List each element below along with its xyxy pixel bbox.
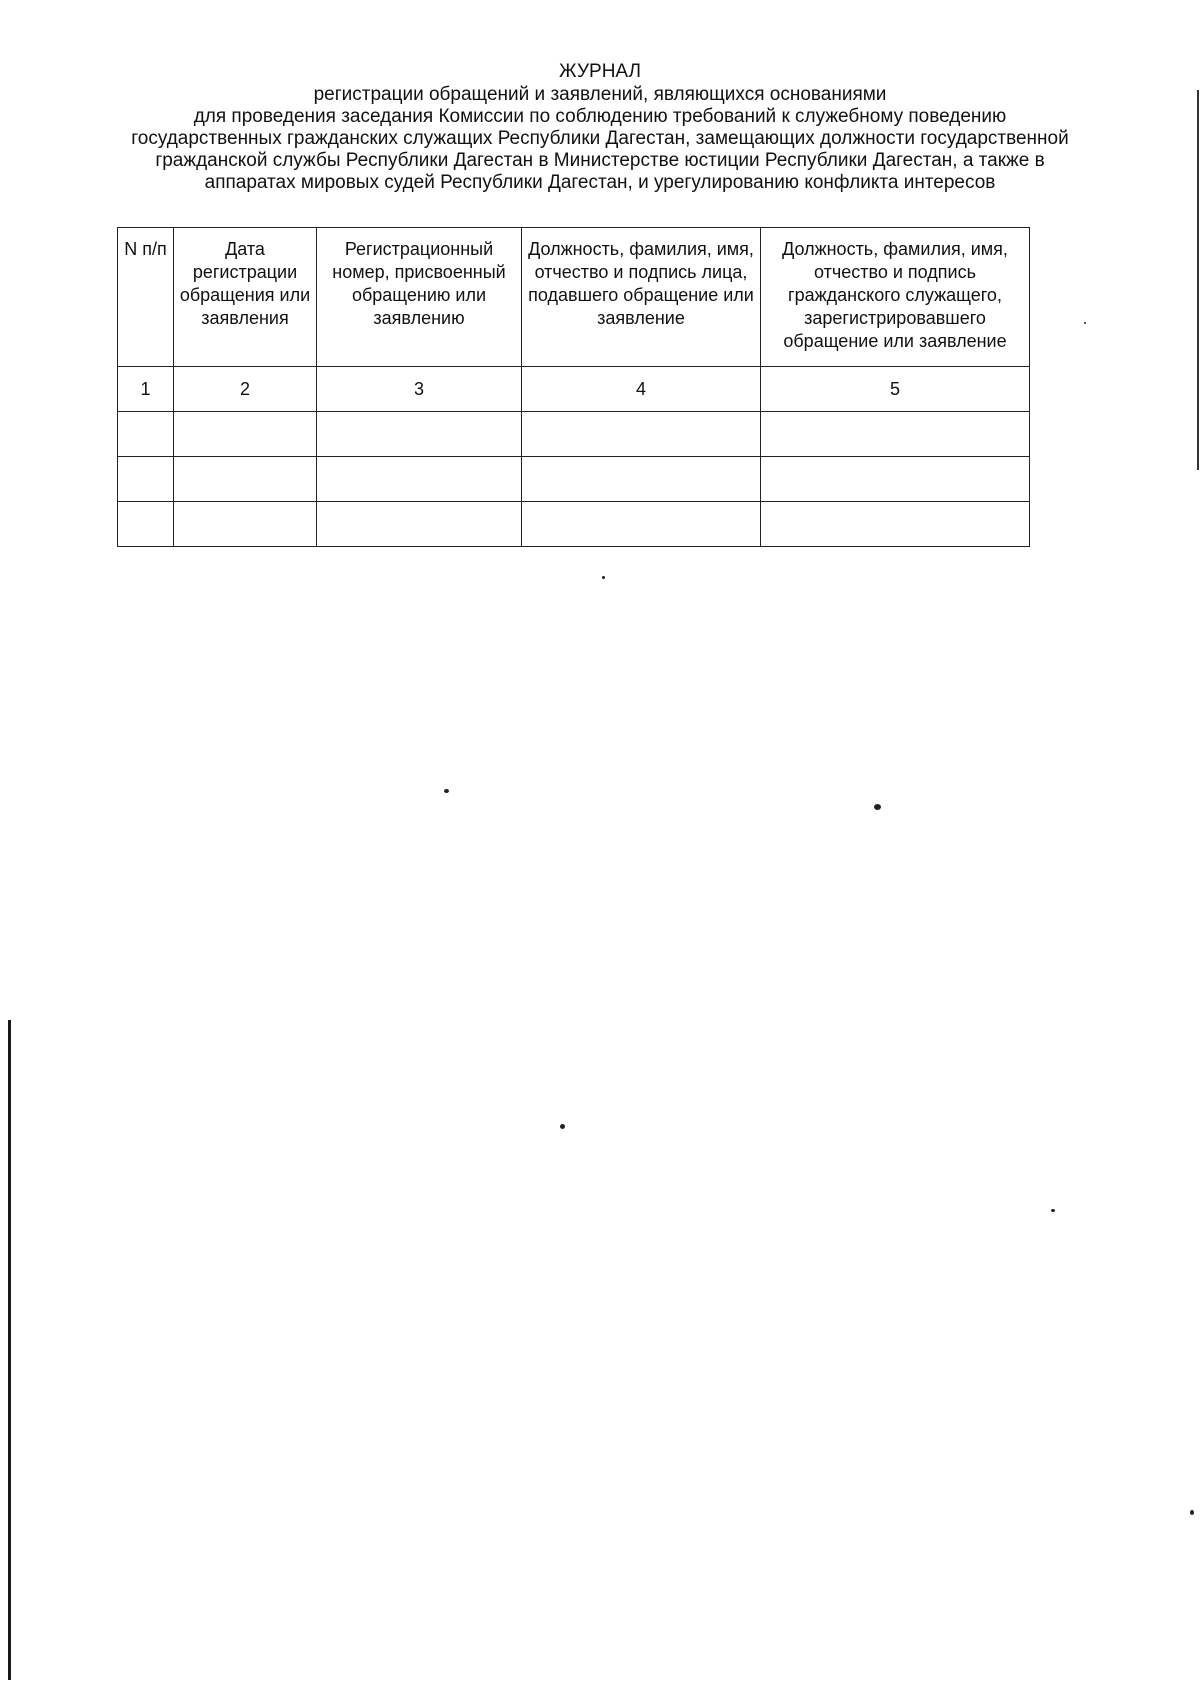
scan-edge-line	[8, 1020, 11, 1680]
table-cell	[174, 412, 317, 457]
table-cell	[761, 502, 1030, 547]
table-cell	[317, 457, 522, 502]
scan-speck	[1084, 322, 1086, 324]
table-row	[118, 412, 1030, 457]
table-header-row	[118, 228, 1030, 367]
registration-journal-table	[117, 227, 1030, 547]
document-header	[60, 60, 1140, 194]
scan-speck	[444, 789, 449, 793]
subtitle-line-1: регистрации обращений и заявлений, являющихся основаниями	[313, 84, 887, 105]
scan-speck	[560, 1124, 565, 1129]
scan-edge-line	[1197, 90, 1199, 470]
table-cell	[317, 412, 522, 457]
header-registration-date: Дата регистрации обращения или заявления	[174, 228, 317, 367]
table-cell	[522, 457, 761, 502]
column-number-row	[118, 367, 1030, 412]
table-cell	[174, 502, 317, 547]
scan-speck	[602, 576, 605, 579]
column-number: 2	[174, 367, 317, 412]
subtitle-line-3: государственных гражданских служащих Республики Дагестан, замещающих должности государственной	[131, 128, 1069, 149]
subtitle-line-4: гражданской службы Республики Дагестан в Министерстве юстиции Республики Дагестан, а также в	[155, 150, 1045, 171]
table-cell	[118, 412, 174, 457]
table-row	[118, 457, 1030, 502]
column-number: 5	[761, 367, 1030, 412]
scan-speck	[874, 804, 881, 810]
subtitle-line-5: аппаратах мировых судей Республики Дагестан, и урегулированию конфликта интересов	[204, 172, 996, 193]
column-number: 3	[317, 367, 522, 412]
scan-speck	[1190, 1510, 1194, 1515]
column-number: 1	[118, 367, 174, 412]
table-cell	[522, 502, 761, 547]
table-cell	[522, 412, 761, 457]
table-cell	[118, 502, 174, 547]
table-row	[118, 502, 1030, 547]
header-registrar: Должность, фамилия, имя, отчество и подпись гражданского служащего, зарегистрировавшего обращение или заявление	[761, 228, 1030, 367]
table-cell	[118, 457, 174, 502]
table-cell	[761, 412, 1030, 457]
scan-speck	[1051, 1209, 1055, 1212]
header-applicant: Должность, фамилия, имя, отчество и подпись лица, подавшего обращение или заявление	[522, 228, 761, 367]
header-registration-number: Регистрационный номер, присвоенный обращению или заявлению	[317, 228, 522, 367]
table-cell	[174, 457, 317, 502]
table-cell	[317, 502, 522, 547]
document-title: ЖУРНАЛ	[559, 61, 641, 82]
subtitle-line-2: для проведения заседания Комиссии по соблюдению требований к служебному поведению	[193, 106, 1007, 127]
header-row-number: N п/п	[118, 228, 174, 367]
table-cell	[761, 457, 1030, 502]
column-number: 4	[522, 367, 761, 412]
